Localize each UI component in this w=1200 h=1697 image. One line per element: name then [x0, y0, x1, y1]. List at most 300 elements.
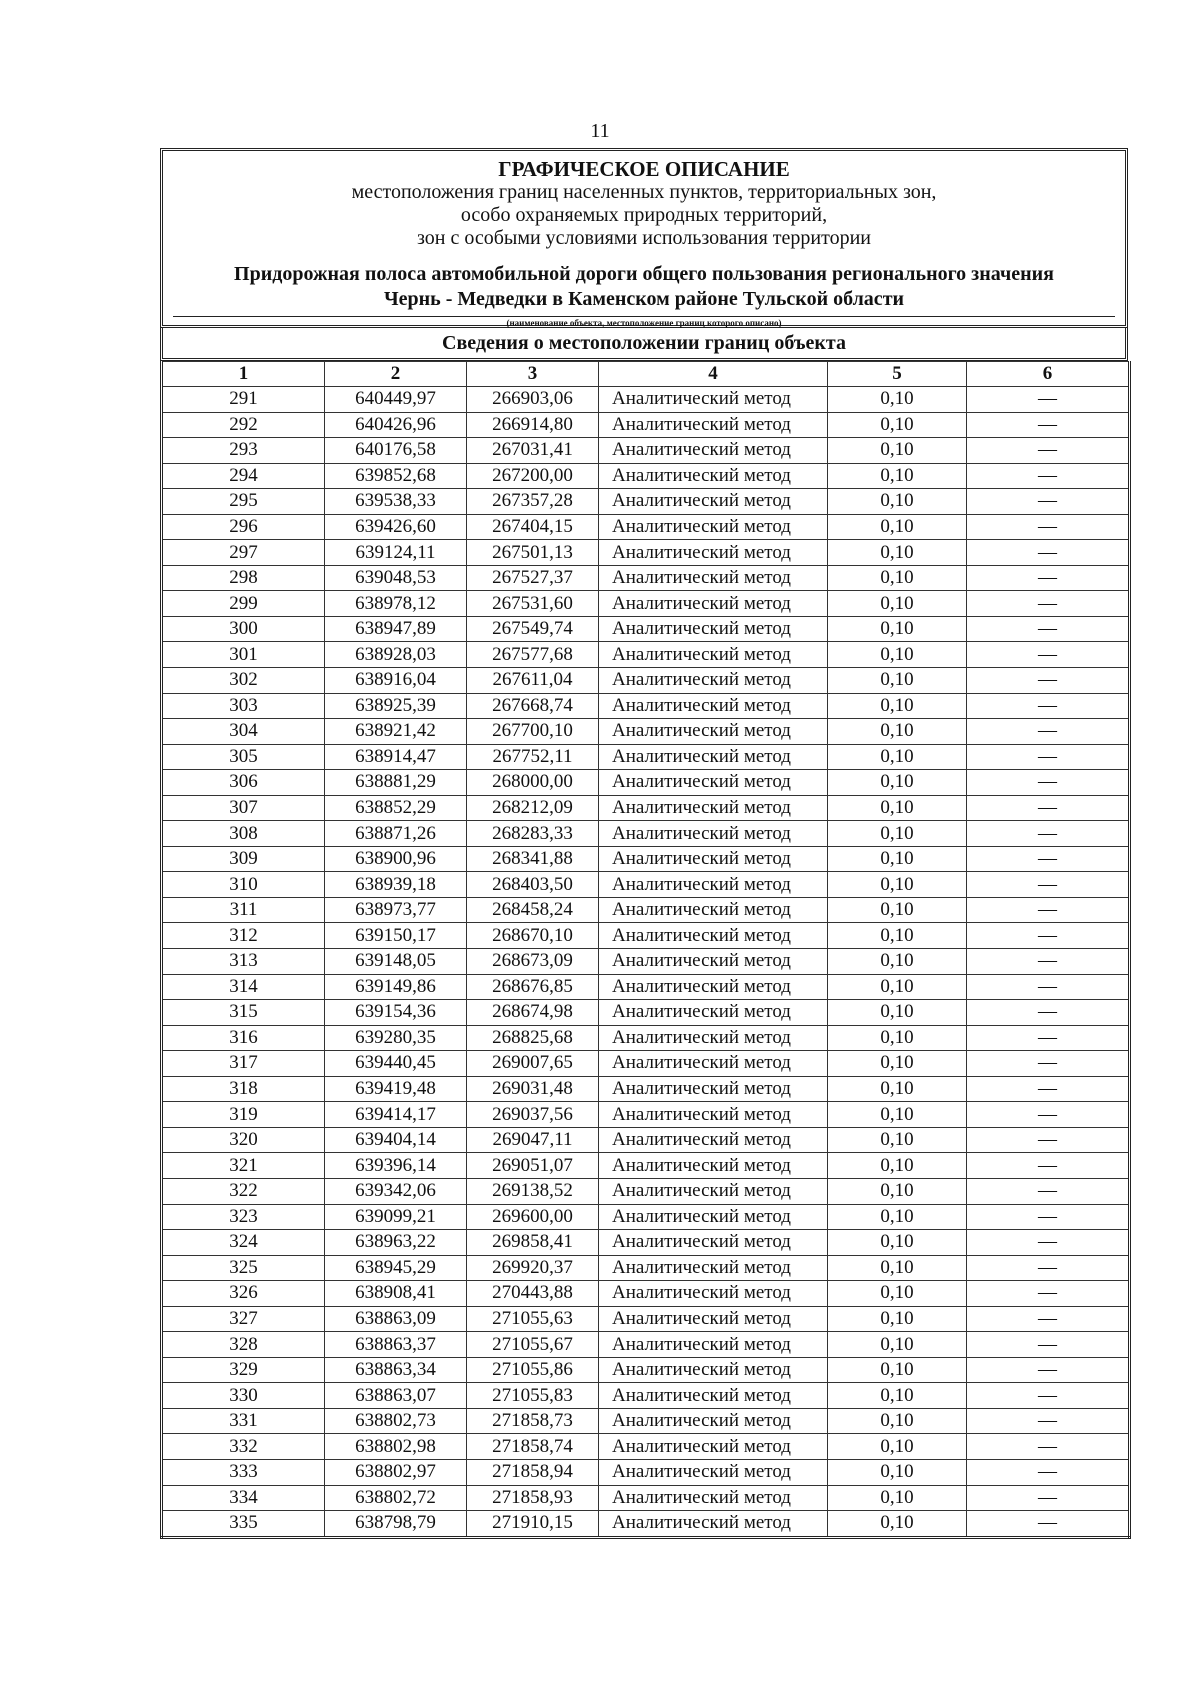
- method-cell: Аналитический метод: [599, 1000, 828, 1026]
- description-cell: —: [967, 514, 1130, 540]
- table-row: [162, 1459, 1130, 1485]
- x-coordinate-cell: 639404,14: [325, 1127, 467, 1153]
- accuracy-cell: 0,10: [828, 719, 967, 745]
- description-cell: —: [967, 1000, 1130, 1026]
- table-row: [162, 1434, 1130, 1460]
- method-cell: Аналитический метод: [599, 668, 828, 694]
- table-row: [162, 412, 1130, 438]
- accuracy-cell: 0,10: [828, 923, 967, 949]
- point-number-cell: 314: [162, 974, 325, 1000]
- point-number-cell: 320: [162, 1127, 325, 1153]
- y-coordinate-cell: 267031,41: [467, 438, 599, 464]
- description-cell: —: [967, 821, 1130, 847]
- accuracy-cell: 0,10: [828, 1076, 967, 1102]
- table-row: [162, 489, 1130, 515]
- accuracy-cell: 0,10: [828, 1281, 967, 1307]
- y-coordinate-cell: 268212,09: [467, 795, 599, 821]
- description-cell: —: [967, 1255, 1130, 1281]
- y-coordinate-cell: 267531,60: [467, 591, 599, 617]
- table-row: [162, 1178, 1130, 1204]
- accuracy-cell: 0,10: [828, 591, 967, 617]
- accuracy-cell: 0,10: [828, 387, 967, 413]
- point-number-cell: 300: [162, 616, 325, 642]
- table-row: [162, 821, 1130, 847]
- point-number-cell: 334: [162, 1485, 325, 1511]
- object-name-underline: [173, 316, 1115, 317]
- point-number-cell: 332: [162, 1434, 325, 1460]
- x-coordinate-cell: 638863,09: [325, 1306, 467, 1332]
- y-coordinate-cell: 268825,68: [467, 1025, 599, 1051]
- point-number-cell: 331: [162, 1408, 325, 1434]
- description-cell: —: [967, 387, 1130, 413]
- y-coordinate-cell: 266914,80: [467, 412, 599, 438]
- accuracy-cell: 0,10: [828, 489, 967, 515]
- accuracy-cell: 0,10: [828, 540, 967, 566]
- description-cell: —: [967, 1434, 1130, 1460]
- description-cell: —: [967, 744, 1130, 770]
- table-row: [162, 1383, 1130, 1409]
- description-cell: —: [967, 1025, 1130, 1051]
- y-coordinate-cell: 271910,15: [467, 1511, 599, 1538]
- description-cell: —: [967, 565, 1130, 591]
- point-number-cell: 301: [162, 642, 325, 668]
- table-row: [162, 642, 1130, 668]
- point-number-cell: 297: [162, 540, 325, 566]
- y-coordinate-cell: 267501,13: [467, 540, 599, 566]
- page-number: 11: [590, 120, 610, 142]
- method-cell: Аналитический метод: [599, 846, 828, 872]
- x-coordinate-cell: 638798,79: [325, 1511, 467, 1538]
- method-cell: Аналитический метод: [599, 1306, 828, 1332]
- table-row: [162, 1127, 1130, 1153]
- table-row: [162, 1332, 1130, 1358]
- accuracy-cell: 0,10: [828, 668, 967, 694]
- accuracy-cell: 0,10: [828, 1434, 967, 1460]
- y-coordinate-cell: 269858,41: [467, 1230, 599, 1256]
- method-cell: Аналитический метод: [599, 1434, 828, 1460]
- accuracy-cell: 0,10: [828, 1178, 967, 1204]
- accuracy-cell: 0,10: [828, 1204, 967, 1230]
- y-coordinate-cell: 271858,73: [467, 1408, 599, 1434]
- accuracy-cell: 0,10: [828, 1025, 967, 1051]
- accuracy-cell: 0,10: [828, 1230, 967, 1256]
- method-cell: Аналитический метод: [599, 1332, 828, 1358]
- y-coordinate-cell: 267357,28: [467, 489, 599, 515]
- y-coordinate-cell: 271055,83: [467, 1383, 599, 1409]
- table-row: [162, 1000, 1130, 1026]
- point-number-cell: 313: [162, 949, 325, 975]
- table-row: [162, 770, 1130, 796]
- method-cell: Аналитический метод: [599, 1408, 828, 1434]
- y-coordinate-cell: 267752,11: [467, 744, 599, 770]
- y-coordinate-cell: 271858,74: [467, 1434, 599, 1460]
- x-coordinate-cell: 638802,97: [325, 1459, 467, 1485]
- accuracy-cell: 0,10: [828, 463, 967, 489]
- x-coordinate-cell: 639342,06: [325, 1178, 467, 1204]
- accuracy-cell: 0,10: [828, 1153, 967, 1179]
- description-cell: —: [967, 1306, 1130, 1332]
- description-cell: —: [967, 1076, 1130, 1102]
- table-row: [162, 565, 1130, 591]
- accuracy-cell: 0,10: [828, 693, 967, 719]
- table-row: [162, 1076, 1130, 1102]
- x-coordinate-cell: 638802,73: [325, 1408, 467, 1434]
- point-number-cell: 295: [162, 489, 325, 515]
- column-header: 6: [967, 362, 1130, 387]
- point-number-cell: 335: [162, 1511, 325, 1538]
- document-title: ГРАФИЧЕСКОЕ ОПИСАНИЕ: [498, 157, 790, 181]
- table-row: [162, 1153, 1130, 1179]
- y-coordinate-cell: 266903,06: [467, 387, 599, 413]
- x-coordinate-cell: 639099,21: [325, 1204, 467, 1230]
- point-number-cell: 308: [162, 821, 325, 847]
- table-row: [162, 1102, 1130, 1128]
- table-row: [162, 1357, 1130, 1383]
- accuracy-cell: 0,10: [828, 872, 967, 898]
- coordinates-table: [160, 361, 1131, 1539]
- method-cell: Аналитический метод: [599, 744, 828, 770]
- method-cell: Аналитический метод: [599, 514, 828, 540]
- y-coordinate-cell: 268341,88: [467, 846, 599, 872]
- method-cell: Аналитический метод: [599, 897, 828, 923]
- table-row: [162, 1230, 1130, 1256]
- x-coordinate-cell: 638947,89: [325, 616, 467, 642]
- point-number-cell: 325: [162, 1255, 325, 1281]
- y-coordinate-cell: 267611,04: [467, 668, 599, 694]
- method-cell: Аналитический метод: [599, 591, 828, 617]
- x-coordinate-cell: 639414,17: [325, 1102, 467, 1128]
- y-coordinate-cell: 267527,37: [467, 565, 599, 591]
- y-coordinate-cell: 271055,86: [467, 1357, 599, 1383]
- description-cell: —: [967, 463, 1130, 489]
- y-coordinate-cell: 271858,94: [467, 1459, 599, 1485]
- x-coordinate-cell: 638852,29: [325, 795, 467, 821]
- method-cell: Аналитический метод: [599, 387, 828, 413]
- description-cell: —: [967, 642, 1130, 668]
- description-cell: —: [967, 1127, 1130, 1153]
- accuracy-cell: 0,10: [828, 1408, 967, 1434]
- accuracy-cell: 0,10: [828, 974, 967, 1000]
- table-row: [162, 668, 1130, 694]
- description-cell: —: [967, 1459, 1130, 1485]
- description-cell: —: [967, 897, 1130, 923]
- description-cell: —: [967, 489, 1130, 515]
- point-number-cell: 294: [162, 463, 325, 489]
- description-cell: —: [967, 1051, 1130, 1077]
- object-name-caption: (наименование объекта, местоположение границ которого описано): [506, 318, 782, 328]
- x-coordinate-cell: 638939,18: [325, 872, 467, 898]
- accuracy-cell: 0,10: [828, 1051, 967, 1077]
- method-cell: Аналитический метод: [599, 1230, 828, 1256]
- table-row: [162, 1408, 1130, 1434]
- point-number-cell: 303: [162, 693, 325, 719]
- column-header: 2: [325, 362, 467, 387]
- table-row: [162, 1511, 1130, 1538]
- table-row: [162, 591, 1130, 617]
- method-cell: Аналитический метод: [599, 1204, 828, 1230]
- y-coordinate-cell: 271055,67: [467, 1332, 599, 1358]
- accuracy-cell: 0,10: [828, 1332, 967, 1358]
- point-number-cell: 317: [162, 1051, 325, 1077]
- x-coordinate-cell: 638928,03: [325, 642, 467, 668]
- method-cell: Аналитический метод: [599, 1511, 828, 1538]
- point-number-cell: 306: [162, 770, 325, 796]
- method-cell: Аналитический метод: [599, 1255, 828, 1281]
- accuracy-cell: 0,10: [828, 565, 967, 591]
- description-cell: —: [967, 438, 1130, 464]
- accuracy-cell: 0,10: [828, 1383, 967, 1409]
- table-row: [162, 744, 1130, 770]
- accuracy-cell: 0,10: [828, 1306, 967, 1332]
- x-coordinate-cell: 639852,68: [325, 463, 467, 489]
- method-cell: Аналитический метод: [599, 1178, 828, 1204]
- description-cell: —: [967, 1230, 1130, 1256]
- x-coordinate-cell: 640176,58: [325, 438, 467, 464]
- description-cell: —: [967, 719, 1130, 745]
- description-cell: —: [967, 693, 1130, 719]
- y-coordinate-cell: 271858,93: [467, 1485, 599, 1511]
- x-coordinate-cell: 638802,72: [325, 1485, 467, 1511]
- method-cell: Аналитический метод: [599, 1102, 828, 1128]
- x-coordinate-cell: 638973,77: [325, 897, 467, 923]
- description-cell: —: [967, 540, 1130, 566]
- method-cell: Аналитический метод: [599, 1025, 828, 1051]
- x-coordinate-cell: 638863,34: [325, 1357, 467, 1383]
- x-coordinate-cell: 640449,97: [325, 387, 467, 413]
- x-coordinate-cell: 639426,60: [325, 514, 467, 540]
- accuracy-cell: 0,10: [828, 438, 967, 464]
- accuracy-cell: 0,10: [828, 1357, 967, 1383]
- point-number-cell: 329: [162, 1357, 325, 1383]
- description-cell: —: [967, 1383, 1130, 1409]
- table-row: [162, 1485, 1130, 1511]
- point-number-cell: 312: [162, 923, 325, 949]
- description-cell: —: [967, 1357, 1130, 1383]
- point-number-cell: 327: [162, 1306, 325, 1332]
- point-number-cell: 316: [162, 1025, 325, 1051]
- point-number-cell: 291: [162, 387, 325, 413]
- method-cell: Аналитический метод: [599, 1485, 828, 1511]
- description-cell: —: [967, 974, 1130, 1000]
- point-number-cell: 310: [162, 872, 325, 898]
- y-coordinate-cell: 268673,09: [467, 949, 599, 975]
- description-cell: —: [967, 770, 1130, 796]
- point-number-cell: 324: [162, 1230, 325, 1256]
- x-coordinate-cell: 639148,05: [325, 949, 467, 975]
- method-cell: Аналитический метод: [599, 412, 828, 438]
- point-number-cell: 293: [162, 438, 325, 464]
- x-coordinate-cell: 639419,48: [325, 1076, 467, 1102]
- point-number-cell: 330: [162, 1383, 325, 1409]
- x-coordinate-cell: 638925,39: [325, 693, 467, 719]
- y-coordinate-cell: 269037,56: [467, 1102, 599, 1128]
- method-cell: Аналитический метод: [599, 616, 828, 642]
- description-cell: —: [967, 1485, 1130, 1511]
- x-coordinate-cell: 638863,37: [325, 1332, 467, 1358]
- method-cell: Аналитический метод: [599, 719, 828, 745]
- method-cell: Аналитический метод: [599, 693, 828, 719]
- table-row: [162, 949, 1130, 975]
- table-row: [162, 719, 1130, 745]
- y-coordinate-cell: 267668,74: [467, 693, 599, 719]
- point-number-cell: 322: [162, 1178, 325, 1204]
- method-cell: Аналитический метод: [599, 1383, 828, 1409]
- x-coordinate-cell: 638916,04: [325, 668, 467, 694]
- method-cell: Аналитический метод: [599, 565, 828, 591]
- table-row: [162, 438, 1130, 464]
- accuracy-cell: 0,10: [828, 514, 967, 540]
- subtitle-line-3: зон с особыми условиями использования территории: [416, 227, 872, 249]
- y-coordinate-cell: 268458,24: [467, 897, 599, 923]
- y-coordinate-cell: 268670,10: [467, 923, 599, 949]
- method-cell: Аналитический метод: [599, 770, 828, 796]
- description-cell: —: [967, 1178, 1130, 1204]
- accuracy-cell: 0,10: [828, 846, 967, 872]
- accuracy-cell: 0,10: [828, 1485, 967, 1511]
- point-number-cell: 299: [162, 591, 325, 617]
- y-coordinate-cell: 268674,98: [467, 1000, 599, 1026]
- method-cell: Аналитический метод: [599, 923, 828, 949]
- point-number-cell: 292: [162, 412, 325, 438]
- table-row: [162, 1025, 1130, 1051]
- x-coordinate-cell: 638963,22: [325, 1230, 467, 1256]
- y-coordinate-cell: 268676,85: [467, 974, 599, 1000]
- description-cell: —: [967, 1204, 1130, 1230]
- section-title: Сведения о местоположении границ объекта: [442, 332, 846, 354]
- object-name: [173, 262, 1115, 312]
- method-cell: Аналитический метод: [599, 1076, 828, 1102]
- y-coordinate-cell: 267577,68: [467, 642, 599, 668]
- table-row: [162, 795, 1130, 821]
- accuracy-cell: 0,10: [828, 1127, 967, 1153]
- description-cell: —: [967, 795, 1130, 821]
- method-cell: Аналитический метод: [599, 1051, 828, 1077]
- point-number-cell: 304: [162, 719, 325, 745]
- table-row: [162, 616, 1130, 642]
- method-cell: Аналитический метод: [599, 821, 828, 847]
- x-coordinate-cell: 638881,29: [325, 770, 467, 796]
- y-coordinate-cell: 268283,33: [467, 821, 599, 847]
- accuracy-cell: 0,10: [828, 616, 967, 642]
- accuracy-cell: 0,10: [828, 770, 967, 796]
- method-cell: Аналитический метод: [599, 795, 828, 821]
- table-row: [162, 387, 1130, 413]
- table-row: [162, 1255, 1130, 1281]
- table-row: [162, 872, 1130, 898]
- table-row: [162, 846, 1130, 872]
- description-cell: —: [967, 846, 1130, 872]
- y-coordinate-cell: 267404,15: [467, 514, 599, 540]
- x-coordinate-cell: 639048,53: [325, 565, 467, 591]
- y-coordinate-cell: 267200,00: [467, 463, 599, 489]
- subtitle-line-2: особо охраняемых природных территорий,: [460, 204, 828, 226]
- x-coordinate-cell: 638900,96: [325, 846, 467, 872]
- accuracy-cell: 0,10: [828, 897, 967, 923]
- subtitle-line-1: местоположения границ населенных пунктов, территориальных зон,: [351, 181, 937, 203]
- method-cell: Аналитический метод: [599, 463, 828, 489]
- table-row: [162, 1051, 1130, 1077]
- method-cell: Аналитический метод: [599, 1281, 828, 1307]
- x-coordinate-cell: 639538,33: [325, 489, 467, 515]
- accuracy-cell: 0,10: [828, 1000, 967, 1026]
- table-row: [162, 463, 1130, 489]
- accuracy-cell: 0,10: [828, 1511, 967, 1538]
- point-number-cell: 321: [162, 1153, 325, 1179]
- point-number-cell: 333: [162, 1459, 325, 1485]
- method-cell: Аналитический метод: [599, 1127, 828, 1153]
- method-cell: Аналитический метод: [599, 1459, 828, 1485]
- y-coordinate-cell: 268403,50: [467, 872, 599, 898]
- accuracy-cell: 0,10: [828, 1459, 967, 1485]
- y-coordinate-cell: 267700,10: [467, 719, 599, 745]
- x-coordinate-cell: 638871,26: [325, 821, 467, 847]
- y-coordinate-cell: 271055,63: [467, 1306, 599, 1332]
- accuracy-cell: 0,10: [828, 949, 967, 975]
- section-title-box: [160, 328, 1128, 361]
- description-cell: —: [967, 1281, 1130, 1307]
- table-row: [162, 923, 1130, 949]
- table-body: [162, 387, 1130, 1538]
- x-coordinate-cell: 639150,17: [325, 923, 467, 949]
- y-coordinate-cell: 269138,52: [467, 1178, 599, 1204]
- table-row: [162, 897, 1130, 923]
- description-cell: —: [967, 591, 1130, 617]
- accuracy-cell: 0,10: [828, 795, 967, 821]
- x-coordinate-cell: 638978,12: [325, 591, 467, 617]
- column-header: 3: [467, 362, 599, 387]
- accuracy-cell: 0,10: [828, 1255, 967, 1281]
- x-coordinate-cell: 639124,11: [325, 540, 467, 566]
- x-coordinate-cell: 638908,41: [325, 1281, 467, 1307]
- point-number-cell: 298: [162, 565, 325, 591]
- method-cell: Аналитический метод: [599, 540, 828, 566]
- point-number-cell: 305: [162, 744, 325, 770]
- table-header-row: [162, 362, 1130, 387]
- method-cell: Аналитический метод: [599, 872, 828, 898]
- y-coordinate-cell: 270443,88: [467, 1281, 599, 1307]
- description-cell: —: [967, 949, 1130, 975]
- description-cell: —: [967, 668, 1130, 694]
- description-cell: —: [967, 1332, 1130, 1358]
- column-header: 5: [828, 362, 967, 387]
- description-cell: —: [967, 1511, 1130, 1538]
- y-coordinate-cell: 269920,37: [467, 1255, 599, 1281]
- method-cell: Аналитический метод: [599, 1357, 828, 1383]
- point-number-cell: 302: [162, 668, 325, 694]
- x-coordinate-cell: 639149,86: [325, 974, 467, 1000]
- table-row: [162, 1306, 1130, 1332]
- description-cell: —: [967, 412, 1130, 438]
- point-number-cell: 326: [162, 1281, 325, 1307]
- point-number-cell: 319: [162, 1102, 325, 1128]
- method-cell: Аналитический метод: [599, 1153, 828, 1179]
- header-box: [160, 148, 1128, 328]
- table-row: [162, 1204, 1130, 1230]
- x-coordinate-cell: 638945,29: [325, 1255, 467, 1281]
- description-cell: —: [967, 923, 1130, 949]
- x-coordinate-cell: 638914,47: [325, 744, 467, 770]
- accuracy-cell: 0,10: [828, 821, 967, 847]
- description-cell: —: [967, 1102, 1130, 1128]
- x-coordinate-cell: 639280,35: [325, 1025, 467, 1051]
- point-number-cell: 307: [162, 795, 325, 821]
- method-cell: Аналитический метод: [599, 974, 828, 1000]
- description-cell: —: [967, 616, 1130, 642]
- y-coordinate-cell: 269031,48: [467, 1076, 599, 1102]
- y-coordinate-cell: 267549,74: [467, 616, 599, 642]
- description-cell: —: [967, 1153, 1130, 1179]
- y-coordinate-cell: 269007,65: [467, 1051, 599, 1077]
